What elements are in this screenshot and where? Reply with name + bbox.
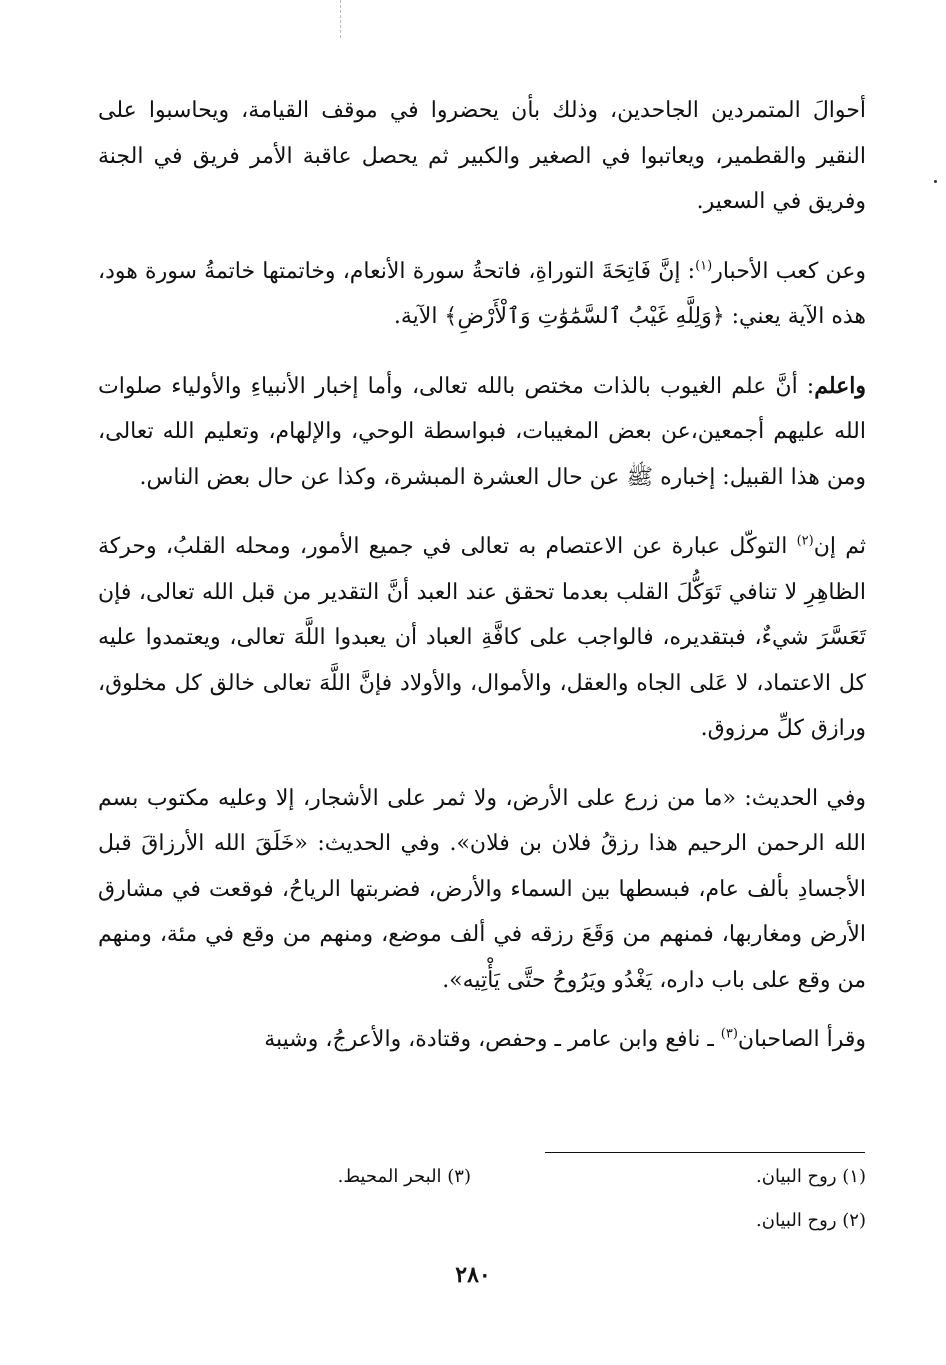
crop-mark [340,0,342,38]
paragraph-3 [98,364,866,501]
paragraph-6 [98,1017,866,1063]
paragraph-1-text: أحوالَ المتمردين الجاحدين، وذلك بأن يحضروا في موقف القيامة، ويحاسبوا على النقير والقطمير، ويعاتبوا في الصغير والكبير ثم يحصل عاقبة الأمر فريق في الجنة وفريق في السعير. [98,98,866,214]
footnote-1: (١) روح البيان. [756,1166,866,1187]
paragraph-5 [98,776,866,1004]
paragraph-2-lead: وعن كعب الأحبار [712,258,866,284]
footnote-ref-2[interactable]: (٢) [796,533,814,549]
page-number: ٢٨٠ [455,1262,491,1288]
scan-speck [934,180,937,183]
footnote-ref-3[interactable]: (٣) [720,1026,738,1042]
footnote-ref-1[interactable]: (١) [695,258,713,274]
paragraph-4-lead: ثم إن [813,534,866,559]
paragraph-2-text: : إنَّ فَاتِحَةَ التوراةِ، فاتحةُ سورة الأنعام، وخاتمتها خاتمةُ سورة هود، هذه الآية يعني: ﴿وَلِلَّهِ غَيْبُ ٱلسَّمَٰوَٰتِ وَٱلْأَرْضِ﴾ الآية. [98,258,866,329]
paragraph-6-lead: وقرأ الصاحبان [737,1027,866,1052]
paragraph-5-text: وفي الحديث: «ما من زرع على الأرض، ولا ثمر على الأشجار، إلا وعليه مكتوب بسم الله الرحمن الرحيم هذا رزقُ فلان بن فلان». وفي الحديث: «خَلَقَ الله الأرزاقَ قبل الأجسادِ بألف عام، فبسطها بين السماء والأرض، فضربتها الرياحُ، فوقعت في مشارق الأرض ومغاربها، فمنهم من وَقَعَ رزقه في ألف موضع، ومنهم من وقع في مئة، ومنهم من وقع على باب داره، يَغْدُو ويَرُوحُ حتَّى يَأْتِيه». [98,785,866,993]
page-body [98,88,866,1063]
footnote-2: (٢) روح البيان. [756,1210,866,1231]
paragraph-2 [98,249,866,340]
paragraph-6-text: ـ نافع وابن عامر ـ وحفص، وقتادة، والأعرجُ، وشيبة [264,1027,721,1052]
footnote-separator [545,1152,865,1153]
paragraph-4 [98,524,866,752]
paragraph-4-text: التوكّل عبارة عن الاعتصام به تعالى في جميع الأمور، ومحله القلبُ، وحركة الظاهِرِ لا تنافي تَوَكُّلَ القلب بعدما تحقق عند العبد أنَّ التقدير من قبل الله تعالى، فإن تَعَسَّرَ شيءٌ، فبتقديره، فالواجب على كافَّةِ العباد أن يعبدوا اللَّهَ تعالى، ويعتمدوا عليه كل الاعتماد، لا عَلى الجاه والعقل، والأموال، والأولاد فإنَّ اللَّهَ تعالى خالق كل مخلوق، ورازق كلِّ مرزوق. [98,534,866,741]
paragraph-1 [98,88,866,225]
paragraph-3-keyword: واعلم [814,372,866,399]
footnotes [98,1163,866,1243]
paragraph-3-text: : أنَّ علم الغيوب بالذات مختص بالله تعالى، وأما إخبار الأنبياءِ والأولياء صلوات الله عليهم أجمعين،عن بعض المغيبات، فبواسطة الوحي، والإلهام، وتعليم الله تعالى، ومن هذا القبيل: إخباره ﷺ عن حال العشرة المبشرة، وكذا عن حال بعض الناس. [98,373,866,490]
footnote-3: (٣) البحر المحيط. [337,1166,471,1187]
